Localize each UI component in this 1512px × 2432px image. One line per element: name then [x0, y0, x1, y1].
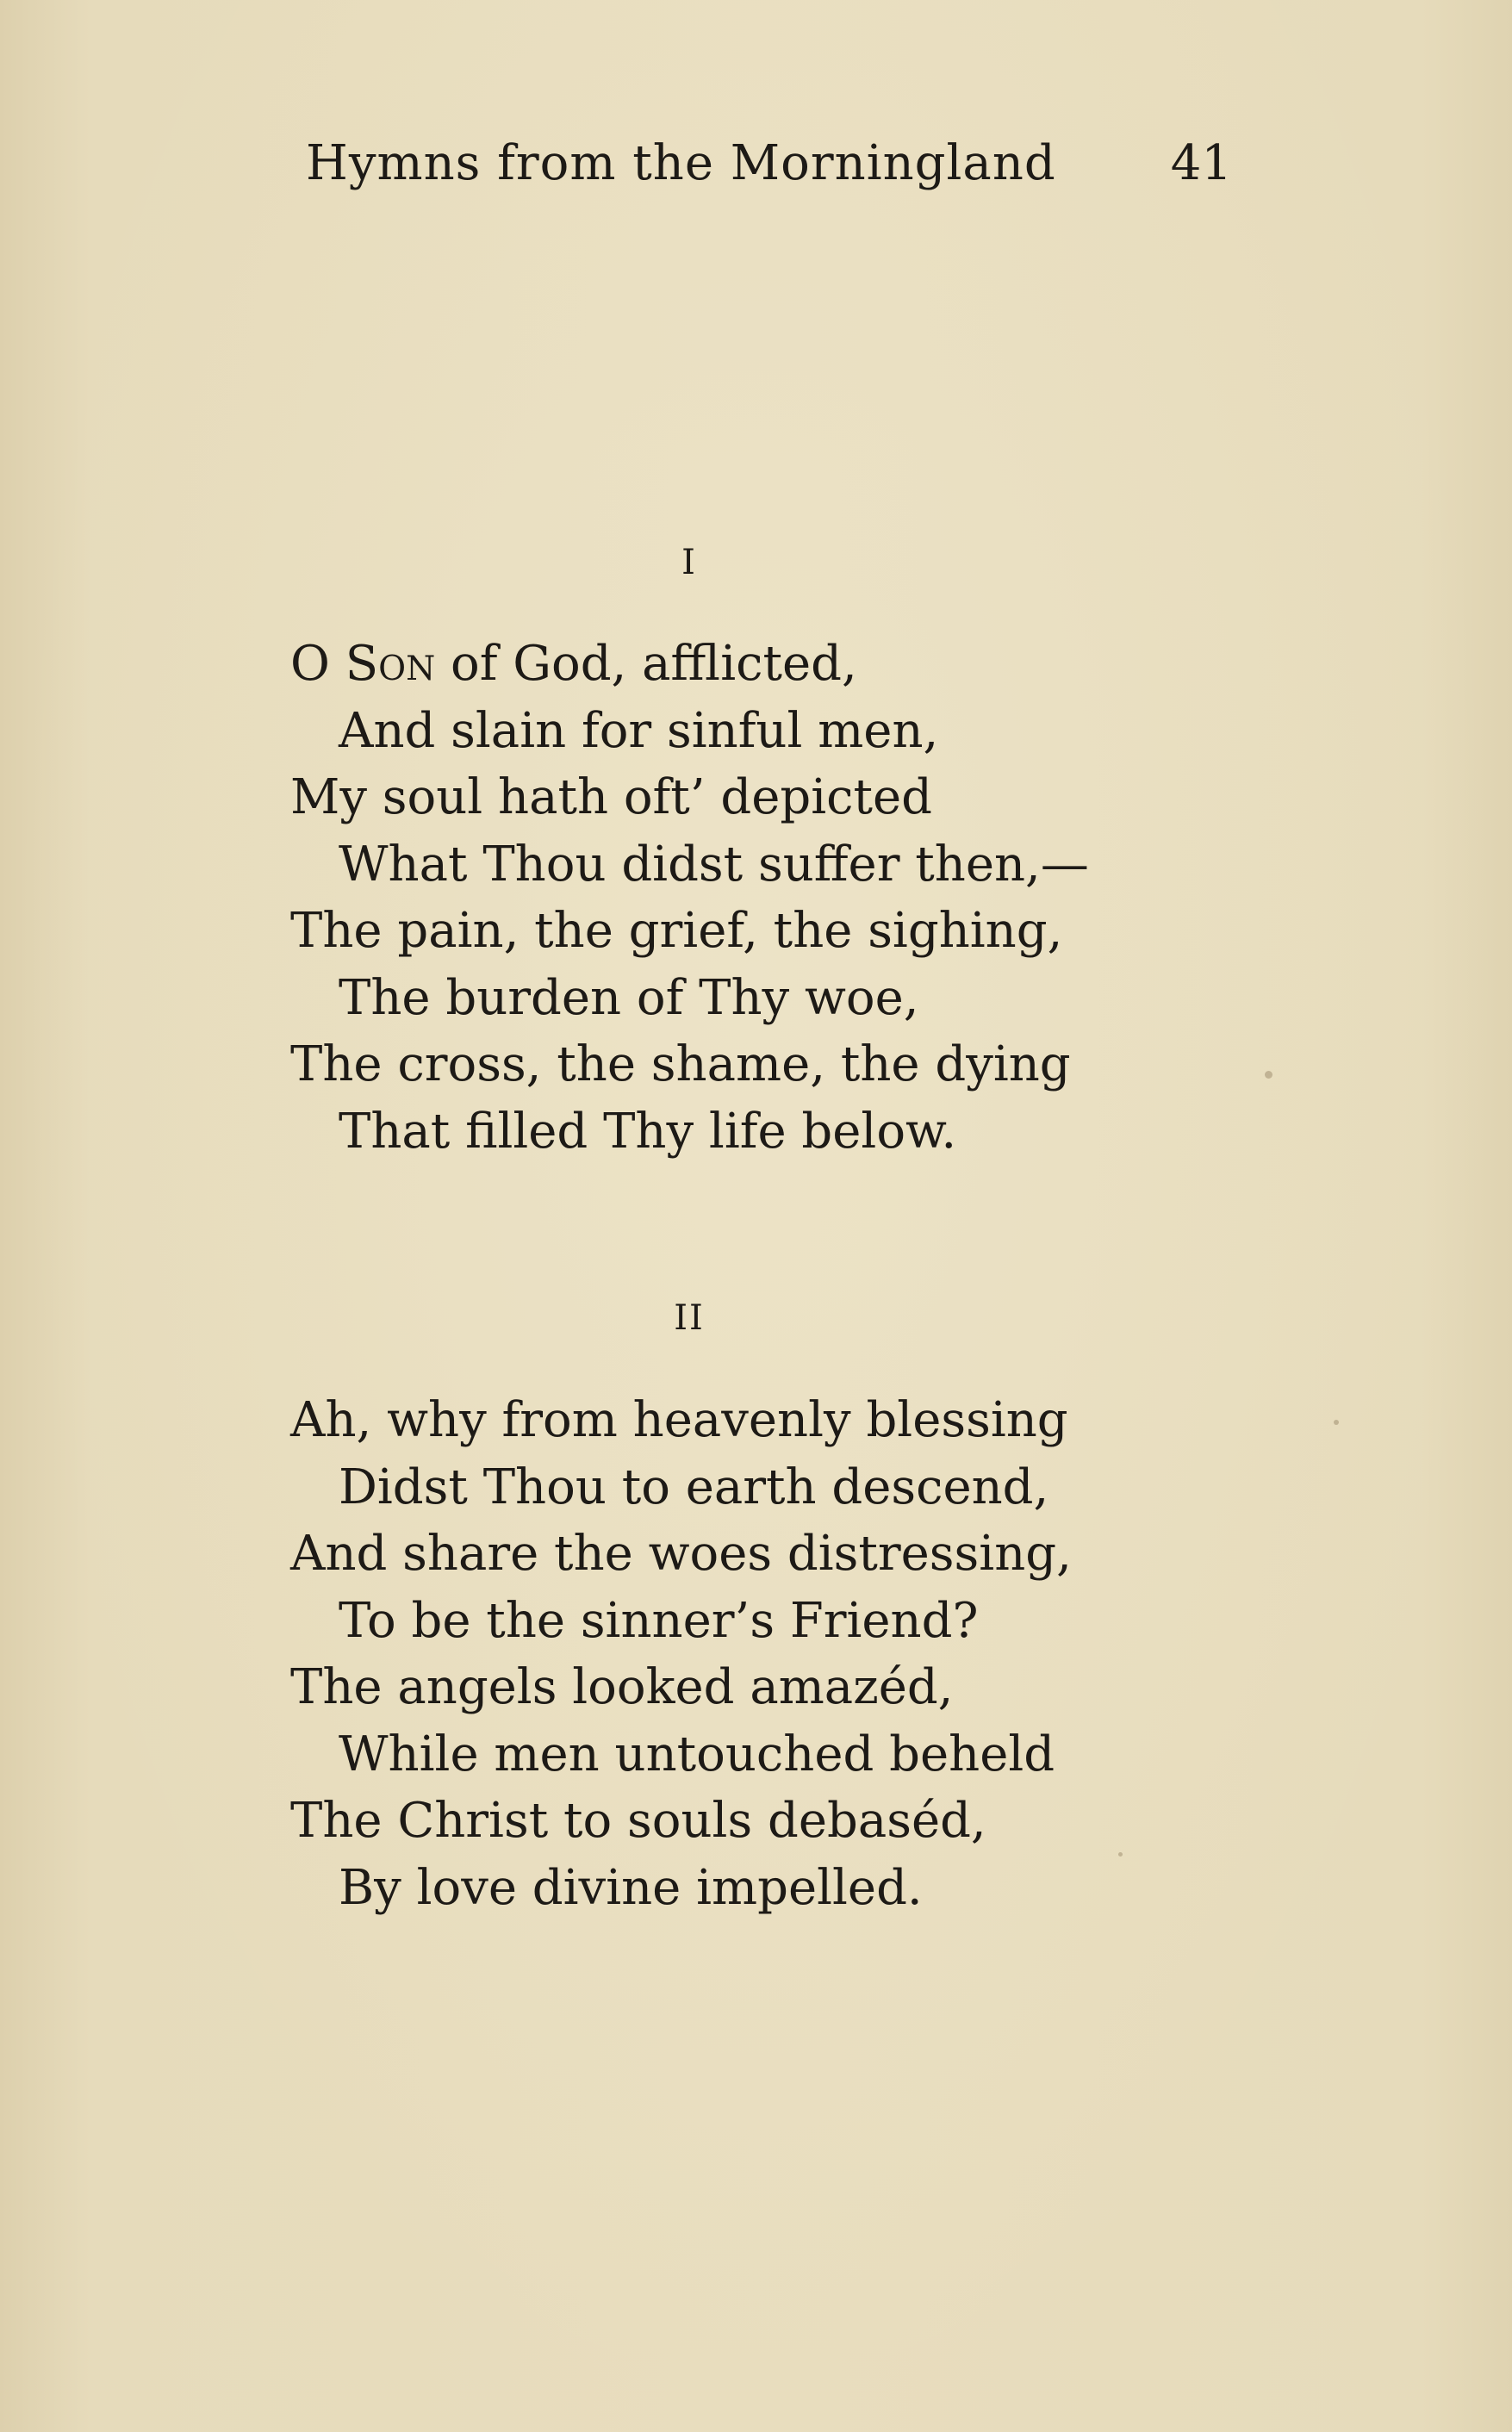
stanza-number: I: [681, 543, 697, 582]
verse-line: By love divine impelled.: [339, 1859, 923, 1916]
verse-line: The angels looked amazéd,: [290, 1659, 954, 1715]
verse-line: The Christ to souls debaséd,: [290, 1793, 986, 1849]
verse-line: The pain, the grief, the sighing,: [290, 903, 1063, 959]
verse-line: While men untouched beheld: [339, 1726, 1055, 1782]
first-line-rest: of God, afflicted,: [435, 636, 857, 692]
stanza: [290, 631, 1152, 1165]
verse-line: That filled Thy life below.: [339, 1103, 957, 1160]
verse-line: [290, 631, 1152, 698]
first-word: O: [290, 636, 330, 692]
paper-speck: [1334, 1420, 1339, 1425]
verse-line: My soul hath oft’ depicted: [290, 769, 932, 825]
verse-line: And slain for sinful men,: [339, 702, 939, 759]
running-title: Hymns from the Morningland: [306, 135, 1056, 191]
running-header: [306, 129, 1232, 198]
stanza: [290, 1387, 1152, 1921]
verse-line: Didst Thou to earth descend,: [339, 1459, 1049, 1515]
verse-line: Ah, why from heavenly blessing: [290, 1392, 1068, 1448]
paper-speck: [1265, 1071, 1272, 1079]
small-caps-word: Son: [345, 636, 436, 692]
verse-line: The cross, the shame, the dying: [290, 1036, 1071, 1092]
verse-line: The burden of Thy woe,: [339, 969, 919, 1026]
page-number: 41: [1170, 135, 1232, 191]
verse-line: What Thou didst suffer then,—: [339, 836, 1089, 893]
verse-line: To be the sinner’s Friend?: [339, 1592, 979, 1649]
verse-line: And share the woes distressing,: [290, 1526, 1072, 1582]
stanza-number: II: [674, 1298, 705, 1338]
